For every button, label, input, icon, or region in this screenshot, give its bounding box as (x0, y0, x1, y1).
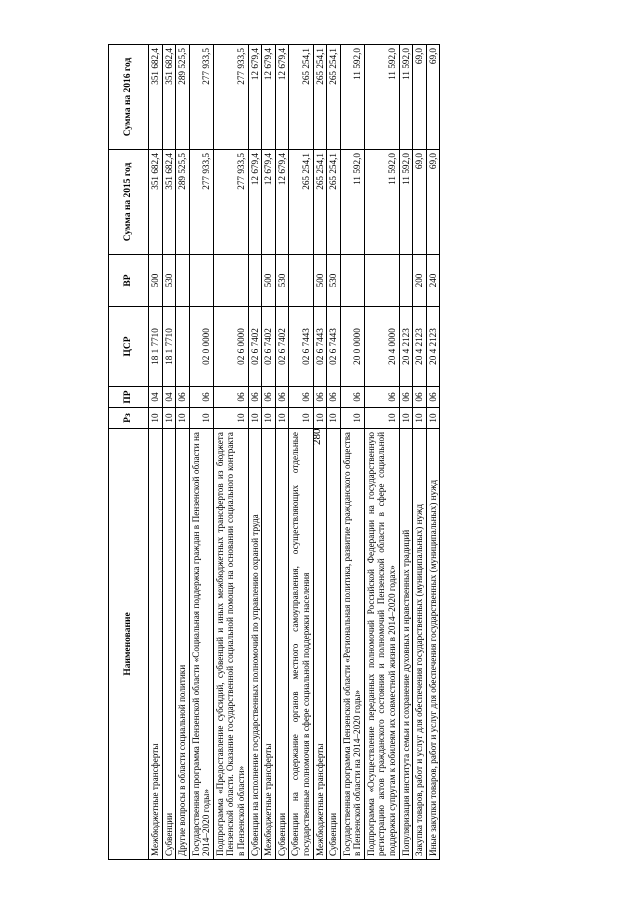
cell-sum-2016: 12 679,4 (248, 45, 262, 150)
cell-csr: 20 4 2123 (399, 307, 413, 387)
table-body (149, 45, 440, 860)
cell-sum-2016: 12 679,4 (275, 45, 289, 150)
cell-name: Государственная программа Пензенской области «Социальная поддержка граждан в Пензенской области на 2014–2020 годы» (189, 429, 213, 860)
table-row (189, 45, 213, 860)
page-number: 280 (311, 428, 323, 445)
cell-name: Межбюджетные трансферты (149, 429, 163, 860)
cell-sum-2016: 11 592,0 (364, 45, 399, 150)
cell-pr: 06 (426, 387, 440, 408)
cell-sum-2015: 12 679,4 (275, 150, 289, 255)
cell-pr: 06 (275, 387, 289, 408)
cell-sum-2015: 12 679,4 (248, 150, 262, 255)
cell-pr: 06 (262, 387, 276, 408)
table-row (327, 45, 341, 860)
cell-sum-2015: 277 933,5 (213, 150, 248, 255)
cell-csr: 02 6 7402 (275, 307, 289, 387)
cell-sum-2016: 265 254,1 (289, 45, 313, 150)
cell-rz: 10 (149, 408, 163, 429)
cell-pr: 06 (189, 387, 213, 408)
cell-csr: 02 6 7402 (248, 307, 262, 387)
cell-rz: 10 (262, 408, 276, 429)
table-row (176, 45, 190, 860)
cell-vr (248, 255, 262, 307)
cell-sum-2015: 265 254,1 (313, 150, 327, 255)
cell-sum-2016: 351 682,4 (162, 45, 176, 150)
table-row (364, 45, 399, 860)
cell-csr: 02 0 0000 (189, 307, 213, 387)
budget-table-container (108, 45, 440, 860)
table-row (340, 45, 364, 860)
cell-sum-2016: 277 933,5 (189, 45, 213, 150)
cell-rz: 10 (162, 408, 176, 429)
cell-csr: 02 6 7443 (289, 307, 313, 387)
cell-pr: 04 (149, 387, 163, 408)
cell-sum-2015: 351 682,4 (162, 150, 176, 255)
cell-vr (213, 255, 248, 307)
cell-rz: 10 (213, 408, 248, 429)
cell-sum-2016: 11 592,0 (399, 45, 413, 150)
cell-vr: 240 (426, 255, 440, 307)
cell-pr: 06 (327, 387, 341, 408)
cell-name: Другие вопросы в области социальной политики (176, 429, 190, 860)
cell-pr: 06 (413, 387, 427, 408)
header-sum-2015: Сумма на 2015 год (109, 150, 149, 255)
cell-csr: 02 6 0000 (213, 307, 248, 387)
table-row (149, 45, 163, 860)
cell-vr: 530 (327, 255, 341, 307)
cell-name: Межбюджетные трансферты (313, 429, 327, 860)
cell-sum-2015: 69,0 (426, 150, 440, 255)
cell-sum-2016: 69,0 (413, 45, 427, 150)
cell-name: Субвенции (162, 429, 176, 860)
cell-vr: 200 (413, 255, 427, 307)
cell-sum-2016: 265 254,1 (327, 45, 341, 150)
cell-rz: 10 (399, 408, 413, 429)
table-row (399, 45, 413, 860)
cell-pr: 04 (162, 387, 176, 408)
cell-vr (399, 255, 413, 307)
cell-csr: 02 6 7443 (313, 307, 327, 387)
cell-name: Субвенции на исполнение государственных полномочий по управлению охраной труда (248, 429, 262, 860)
table-row (162, 45, 176, 860)
cell-sum-2016: 69,0 (426, 45, 440, 150)
cell-rz: 10 (176, 408, 190, 429)
cell-rz: 10 (364, 408, 399, 429)
cell-vr (364, 255, 399, 307)
table-row (289, 45, 313, 860)
cell-sum-2015: 265 254,1 (327, 150, 341, 255)
cell-sum-2016: 12 679,4 (262, 45, 276, 150)
cell-csr: 02 6 7443 (327, 307, 341, 387)
cell-pr: 06 (213, 387, 248, 408)
table-row (213, 45, 248, 860)
cell-sum-2016: 289 525,5 (176, 45, 190, 150)
cell-vr: 500 (313, 255, 327, 307)
cell-name: Субвенции (327, 429, 341, 860)
cell-csr: 20 4 2123 (426, 307, 440, 387)
table-row (313, 45, 327, 860)
cell-pr: 06 (364, 387, 399, 408)
cell-name: Субвенции (275, 429, 289, 860)
cell-pr: 06 (313, 387, 327, 408)
cell-csr: 20 4 0000 (364, 307, 399, 387)
cell-pr: 06 (176, 387, 190, 408)
cell-sum-2016: 265 254,1 (313, 45, 327, 150)
cell-name: Закупка товаров, работ и услуг для обеспечения государственных (муниципальных) нужд (413, 429, 427, 860)
cell-csr: 02 6 7402 (262, 307, 276, 387)
header-name: Наименование (109, 429, 149, 860)
cell-sum-2016: 351 682,4 (149, 45, 163, 150)
table-row (262, 45, 276, 860)
cell-vr: 500 (262, 255, 276, 307)
cell-name: Подпрограмма «Предоставление субсидий, субвенций и иных межбюджетных трансфертов из бюджета Пензенской области. Оказание государственной социальной помощи на основании социального контракта в Пензенской области» (213, 429, 248, 860)
cell-vr (189, 255, 213, 307)
cell-sum-2015: 11 592,0 (340, 150, 364, 255)
header-pr: ПР (109, 387, 149, 408)
cell-vr (176, 255, 190, 307)
cell-rz: 10 (413, 408, 427, 429)
header-csr: ЦСР (109, 307, 149, 387)
cell-vr: 500 (149, 255, 163, 307)
header-sum-2016: Сумма на 2016 год (109, 45, 149, 150)
cell-name: Популяризация института семьи и сохранение духовных и нравственных традиций (399, 429, 413, 860)
cell-pr: 06 (340, 387, 364, 408)
cell-name: Государственная программа Пензенской области «Региональная политика, развитие гражданского общества в Пензенской области на 2014–2020 годы» (340, 429, 364, 860)
cell-sum-2015: 11 592,0 (399, 150, 413, 255)
cell-vr (289, 255, 313, 307)
cell-pr: 06 (289, 387, 313, 408)
budget-table (108, 44, 440, 860)
cell-csr: 18 1 7710 (149, 307, 163, 387)
cell-sum-2016: 277 933,5 (213, 45, 248, 150)
cell-vr: 530 (162, 255, 176, 307)
table-row (426, 45, 440, 860)
cell-csr: 20 0 0000 (340, 307, 364, 387)
cell-csr (176, 307, 190, 387)
table-row (413, 45, 427, 860)
cell-pr: 06 (399, 387, 413, 408)
cell-sum-2015: 289 525,5 (176, 150, 190, 255)
cell-vr: 530 (275, 255, 289, 307)
cell-sum-2016: 11 592,0 (340, 45, 364, 150)
cell-sum-2015: 69,0 (413, 150, 427, 255)
cell-rz: 10 (327, 408, 341, 429)
cell-sum-2015: 351 682,4 (149, 150, 163, 255)
cell-rz: 10 (340, 408, 364, 429)
cell-csr: 18 1 7710 (162, 307, 176, 387)
cell-rz: 10 (275, 408, 289, 429)
cell-name: Подпрограмма «Осуществление переданных полномочий Российской Федерации на государственную регистрацию актов гражданского состояния и полномочий Пензенской области в сфере социальной поддержки супругам к юбилеям их совместной жизни в 2014–2020 годах» (364, 429, 399, 860)
cell-rz: 10 (189, 408, 213, 429)
cell-sum-2015: 265 254,1 (289, 150, 313, 255)
cell-csr: 20 4 2123 (413, 307, 427, 387)
cell-sum-2015: 277 933,5 (189, 150, 213, 255)
table-row (248, 45, 262, 860)
cell-rz: 10 (248, 408, 262, 429)
table-header-row (109, 45, 149, 860)
table-row (275, 45, 289, 860)
cell-pr: 06 (248, 387, 262, 408)
cell-name: Иные закупки товаров, работ и услуг для обеспечения государственных (муниципальных) нужд (426, 429, 440, 860)
cell-rz: 10 (313, 408, 327, 429)
cell-name: Субвенции на содержание органов местного самоуправления, осуществляющих отдельные государственные полномочия в сфере социальной поддержки населения (289, 429, 313, 860)
cell-sum-2015: 12 679,4 (262, 150, 276, 255)
cell-vr (340, 255, 364, 307)
cell-rz: 10 (289, 408, 313, 429)
cell-name: Межбюджетные трансферты (262, 429, 276, 860)
cell-rz: 10 (426, 408, 440, 429)
cell-sum-2015: 11 592,0 (364, 150, 399, 255)
header-vr: ВР (109, 255, 149, 307)
header-rz: Рз (109, 408, 149, 429)
